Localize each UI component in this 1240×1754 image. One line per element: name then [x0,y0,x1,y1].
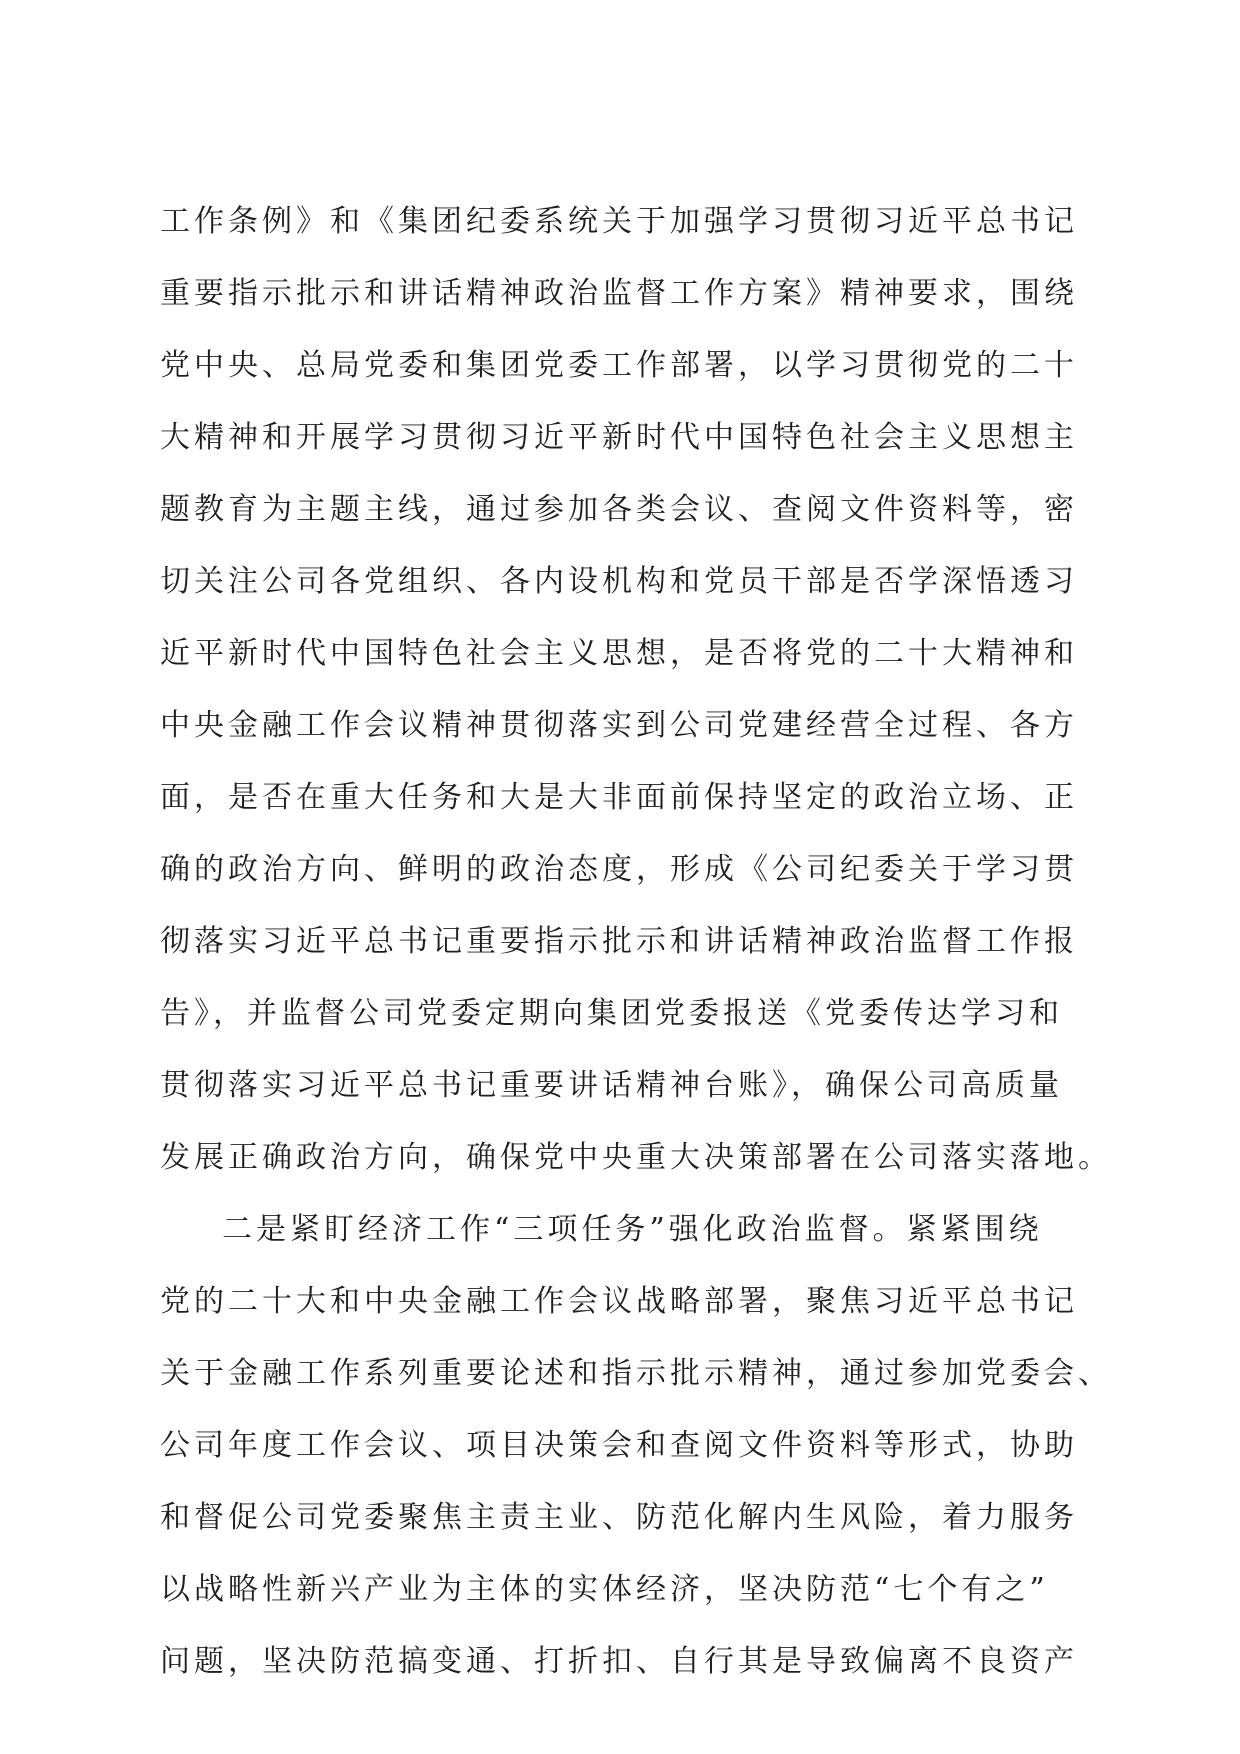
text-line: 党的二十大和中央金融工作会议战略部署，聚焦习近平总书记 [160,1284,1078,1319]
text-line: 告》，并监督公司党委定期向集团党委报送《党委传达学习和 [160,996,1063,1031]
text-line: 中央金融工作会议精神贯彻落实到公司党建经营全过程、各方 [160,708,1078,743]
paragraph-economic-work-supervision [160,1194,1112,1698]
text-line: 关于金融工作系列重要论述和指示批示精神，通过参加党委会、 [160,1356,1112,1391]
text-line: 面，是否在重大任务和大是大非面前保持坚定的政治立场、正 [160,780,1078,815]
text-line: 题教育为主题主线，通过参加各类会议、查阅文件资料等，密 [160,492,1078,527]
text-line: 党中央、总局党委和集团党委工作部署，以学习贯彻党的二十 [160,348,1078,383]
text-line: 以战略性新兴产业为主体的实体经济，坚决防范“七个有之” [160,1572,1049,1607]
text-line: 发展正确政治方向，确保党中央重大决策部署在公司落实落地。 [160,1140,1112,1175]
text-line: 公司年度工作会议、项目决策会和查阅文件资料等形式，协助 [160,1428,1078,1463]
text-line: 确的政治方向、鲜明的政治态度，形成《公司纪委关于学习贯 [160,852,1078,887]
paragraph-first-line: 二是紧盯经济工作“三项任务”强化政治监督。紧紧围绕 [222,1212,1043,1247]
body-text [160,186,1112,1698]
text-line: 重要指示批示和讲话精神政治监督工作方案》精神要求，围绕 [160,276,1078,311]
text-line: 工作条例》和《集团纪委系统关于加强学习贯彻习近平总书记 [160,204,1078,239]
text-line: 近平新时代中国特色社会主义思想，是否将党的二十大精神和 [160,636,1078,671]
text-line: 和督促公司党委聚焦主责主业、防范化解内生风险，着力服务 [160,1500,1078,1535]
text-line: 切关注公司各党组织、各内设机构和党员干部是否学深悟透习 [160,564,1078,599]
text-line: 彻落实习近平总书记重要指示批示和讲话精神政治监督工作报 [160,924,1078,959]
text-line: 大精神和开展学习贯彻习近平新时代中国特色社会主义思想主 [160,420,1078,455]
text-line: 贯彻落实习近平总书记重要讲话精神台账》，确保公司高质量 [160,1068,1063,1103]
paragraph-political-supervision-plan [160,186,1112,1194]
text-line: 问题，坚决防范搞变通、打折扣、自行其是导致偏离不良资产 [160,1644,1078,1679]
